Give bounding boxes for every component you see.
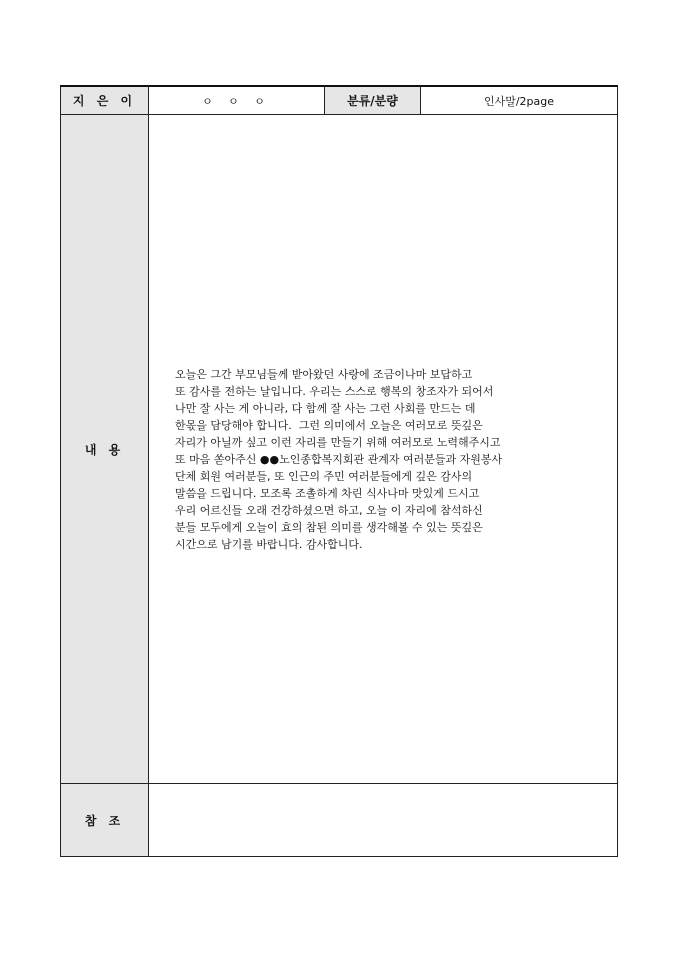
header-row [61,86,618,115]
content-line: 오늘은 그간 부모님들께 받아왔던 사랑에 조금이나마 보답하고 [175,367,473,381]
content-body [149,115,618,784]
content-line: 분들 모두에게 오늘이 효의 참된 의미를 생각해볼 수 있는 뜻깊은 [175,520,483,534]
content-text [149,346,617,553]
reference-row [61,784,618,857]
content-row [61,115,618,784]
category-label: 분류/분량 [325,86,421,115]
category-value: 인사말/2page [421,86,618,115]
content-label: 내 용 [61,115,149,784]
content-line: 단체 회원 여러분들, 또 인근의 주민 여러분들에게 깊은 감사의 [175,469,473,483]
reference-label: 참 조 [61,784,149,857]
content-line: 한몫을 담당해야 합니다. 그런 의미에서 오늘은 여러모로 뜻깊은 [175,418,483,432]
author-value: ㅇ ㅇ ㅇ [149,86,325,115]
author-label: 지 은 이 [61,86,149,115]
content-line: 또 마음 쏟아주신 ●●노인종합복지회관 관계자 여러분들과 자원봉사 [175,452,503,466]
content-line: 나만 잘 사는 게 아니라, 다 함께 잘 사는 그런 사회를 만드는 데 [175,401,476,415]
content-line: 시간으로 남기를 바랍니다. 감사합니다. [175,537,363,551]
reference-value [149,784,618,857]
content-line: 또 감사를 전하는 날입니다. 우리는 스스로 행복의 창조자가 되어서 [175,384,494,398]
content-line: 자리가 아닐까 싶고 이런 자리를 만들기 위해 여러모로 노력해주시고 [175,435,501,449]
content-line: 말씀을 드립니다. 모조록 조촐하게 차린 식사나마 맛있게 드시고 [175,486,480,500]
content-line: 우리 어르신들 오래 건강하셨으면 하고, 오늘 이 자리에 참석하신 [175,503,483,517]
document-form-table [60,85,618,857]
